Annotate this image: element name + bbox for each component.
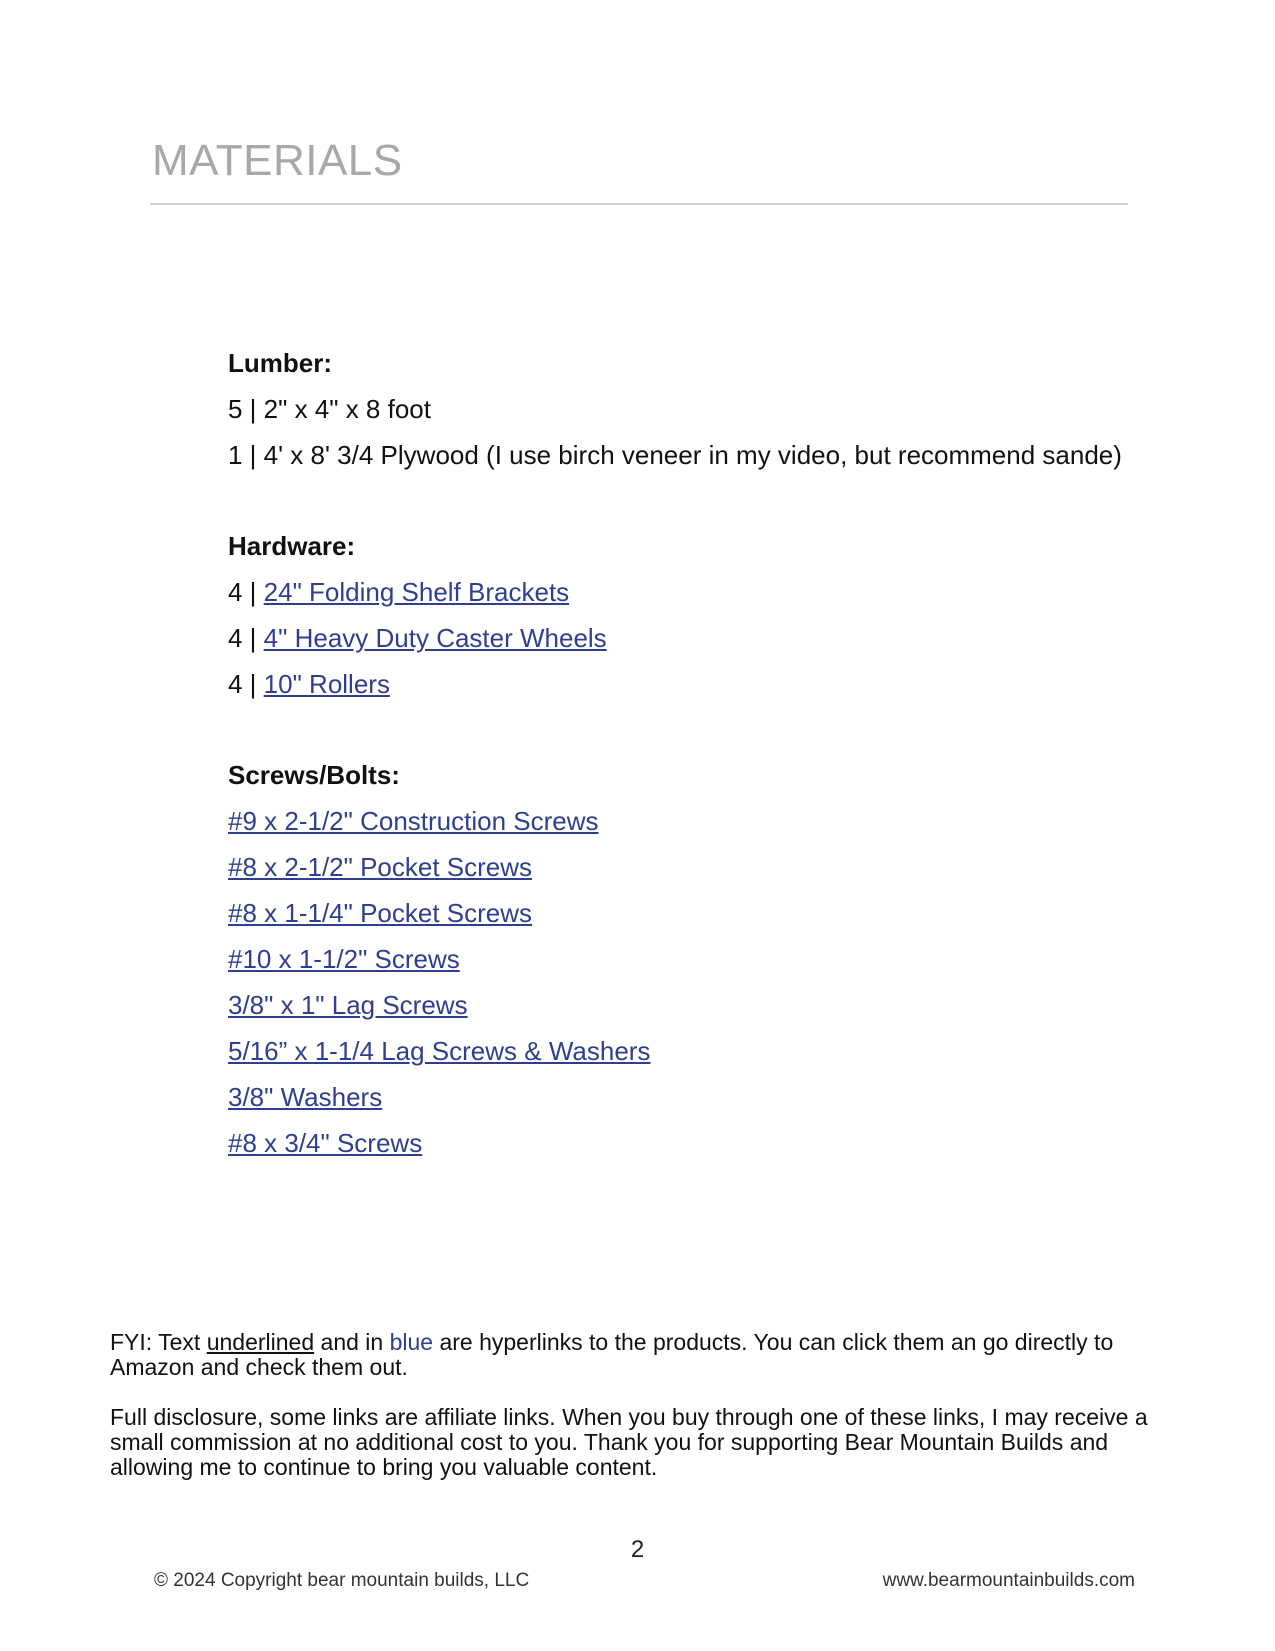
screws-heading: Screws/Bolts: bbox=[228, 760, 400, 790]
washers-link[interactable]: 3/8" Washers bbox=[228, 1082, 383, 1112]
screw-item bbox=[228, 1074, 1228, 1120]
hardware-item bbox=[228, 615, 1228, 661]
hardware-item bbox=[228, 569, 1228, 615]
screw-item bbox=[228, 936, 1228, 982]
lumber-item: 5 | 2" x 4" x 8 foot bbox=[228, 394, 431, 424]
screw-item bbox=[228, 844, 1228, 890]
screw-item bbox=[228, 982, 1228, 1028]
construction-screws-link[interactable]: #9 x 2-1/2" Construction Screws bbox=[228, 806, 599, 836]
lumber-heading: Lumber: bbox=[228, 348, 332, 378]
fyi-prefix: FYI: Text bbox=[110, 1329, 207, 1355]
folding-shelf-brackets-link[interactable]: 24" Folding Shelf Brackets bbox=[263, 577, 570, 607]
pocket-screws-long-link[interactable]: #8 x 2-1/2" Pocket Screws bbox=[228, 852, 533, 882]
page-title: MATERIALS bbox=[152, 136, 403, 185]
copyright: © 2024 Copyright bear mountain builds, LLC bbox=[154, 1570, 530, 1591]
hardware-qty: 4 | bbox=[228, 623, 264, 653]
screw-item bbox=[228, 1120, 1228, 1166]
affiliate-disclosure: Full disclosure, some links are affiliate links. When you buy through one of these links, I may receive a small commission at no additional cost to you. Thank you for supporting Bear Mountain Builds and allowing me to continue to bring you valuable content. bbox=[110, 1404, 1148, 1480]
hardware-heading: Hardware: bbox=[228, 531, 356, 561]
screw-item bbox=[228, 890, 1228, 936]
website: www.bearmountainbuilds.com bbox=[882, 1570, 1135, 1591]
pocket-screws-short-link[interactable]: #8 x 1-1/4" Pocket Screws bbox=[228, 898, 533, 928]
hardware-qty: 4 | bbox=[228, 669, 264, 699]
rollers-link[interactable]: 10" Rollers bbox=[263, 669, 390, 699]
fyi-rest: are hyperlinks to the products. You can click them an go directly to Amazon and check them out. bbox=[110, 1329, 1114, 1380]
fyi-underlined-sample: underlined bbox=[206, 1329, 315, 1355]
screw-item bbox=[228, 1028, 1228, 1074]
small-screws-link[interactable]: #8 x 3/4" Screws bbox=[228, 1128, 423, 1158]
screw-item bbox=[228, 798, 1228, 844]
notes bbox=[110, 1330, 1180, 1505]
caster-wheels-link[interactable]: 4" Heavy Duty Caster Wheels bbox=[263, 623, 607, 653]
hardware-item bbox=[228, 661, 1228, 707]
page-number: 2 bbox=[630, 1536, 645, 1563]
fyi-blue-sample: blue bbox=[389, 1329, 434, 1355]
hardware-qty: 4 | bbox=[228, 577, 264, 607]
fyi-and-in: and in bbox=[314, 1329, 390, 1355]
ten-screws-link[interactable]: #10 x 1-1/2" Screws bbox=[228, 944, 460, 974]
lag-screws-washers-link[interactable]: 5/16” x 1-1/4 Lag Screws & Washers bbox=[228, 1036, 651, 1066]
fyi-note bbox=[110, 1330, 1180, 1380]
materials-list bbox=[228, 340, 1228, 1166]
lumber-item: 1 | 4' x 8' 3/4 Plywood (I use birch veneer in my video, but recommend sande) bbox=[228, 440, 1122, 470]
title-divider bbox=[150, 203, 1128, 205]
lag-screws-link[interactable]: 3/8" x 1" Lag Screws bbox=[228, 990, 468, 1020]
